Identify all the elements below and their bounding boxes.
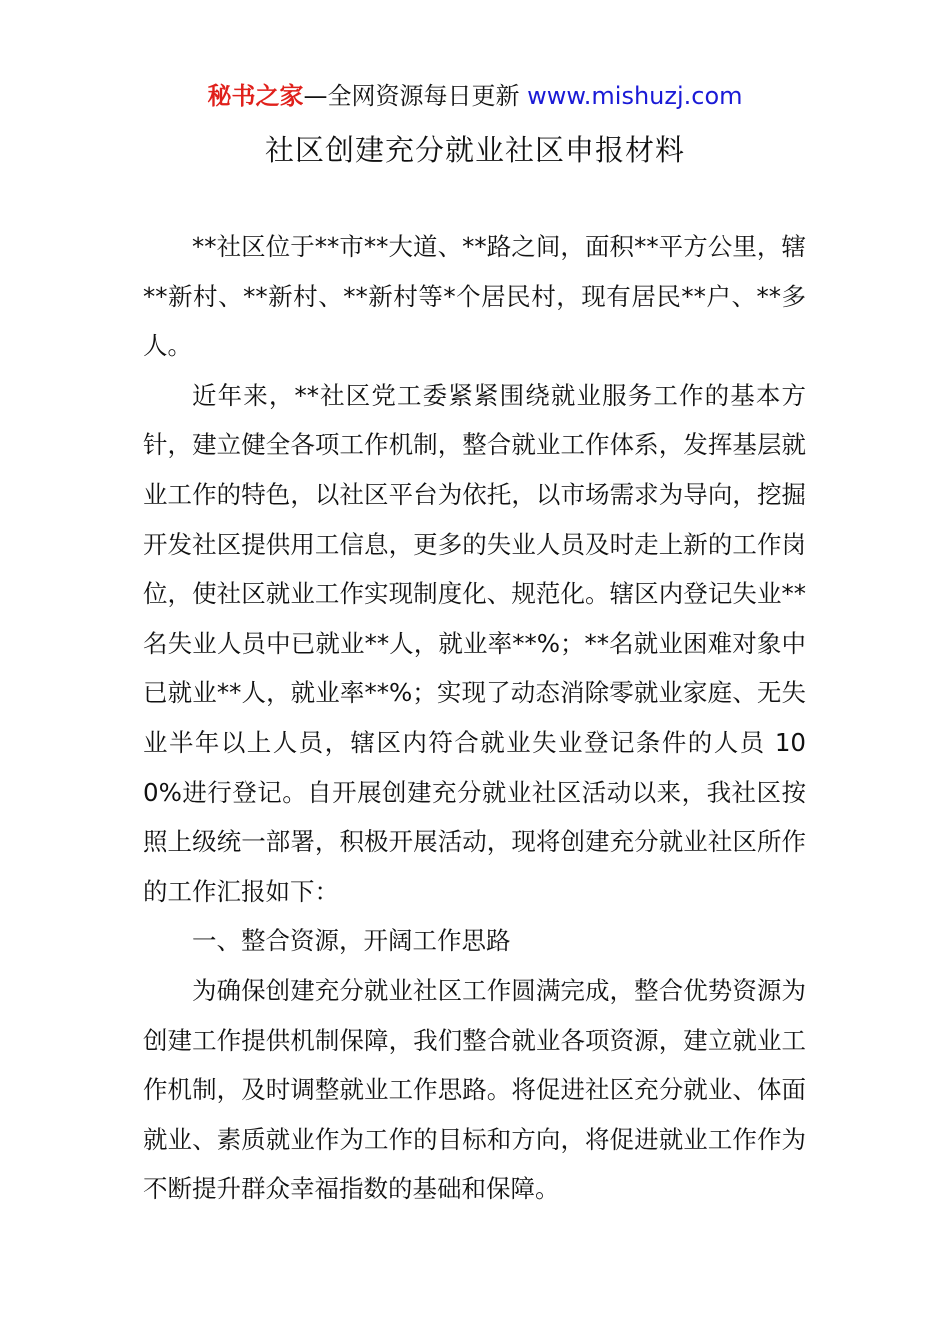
section-heading: 一、整合资源，开阔工作思路 <box>192 926 511 956</box>
site-header <box>0 80 950 112</box>
site-url-link[interactable]: www.mishuzj.com <box>527 82 743 110</box>
site-name: 秘书之家 <box>207 82 304 110</box>
site-slogan: —全网资源每日更新 <box>303 82 520 110</box>
document-body <box>143 222 806 1214</box>
paragraph-section-one: 为确保创建充分就业社区工作圆满完成，整合优势资源为创建工作提供机制保障，我们整合就业各项资源，建立就业工作机制，及时调整就业工作思路。将促进社区充分就业、体面就业、素质就业作为工作的目标和方向，将促进就业工作作为不断提升群众幸福指数的基础和保障。 <box>143 975 806 1204</box>
paragraph-overview: 近年来，**社区党工委紧紧围绕就业服务工作的基本方针，建立健全各项工作机制，整合就业工作体系，发挥基层就业工作的特色，以社区平台为依托，以市场需求为导向，挖掘开发社区提供用工信息，更多的失业人员及时走上新的工作岗位，使社区就业工作实现制度化、规范化。辖区内登记失业**名失业人员中已就业**人，就业率**%；**名就业困难对象中已就业**人，就业率**%；实现了动态消除零就业家庭、无失业半年以上人员，辖区内符合就业失业登记条件的人员 100%进行登记。自开展创建充分就业社区活动以来，我社区按照上级统一部署，积极开展活动，现将创建充分就业社区所作的工作汇报如下： <box>143 380 806 906</box>
paragraph-intro: **社区位于**市**大道、**路之间，面积**平方公里，辖**新村、**新村、**新村等*个居民村，现有居民**户、**多人。 <box>143 232 806 361</box>
document-title: 社区创建充分就业社区申报材料 <box>264 133 685 167</box>
